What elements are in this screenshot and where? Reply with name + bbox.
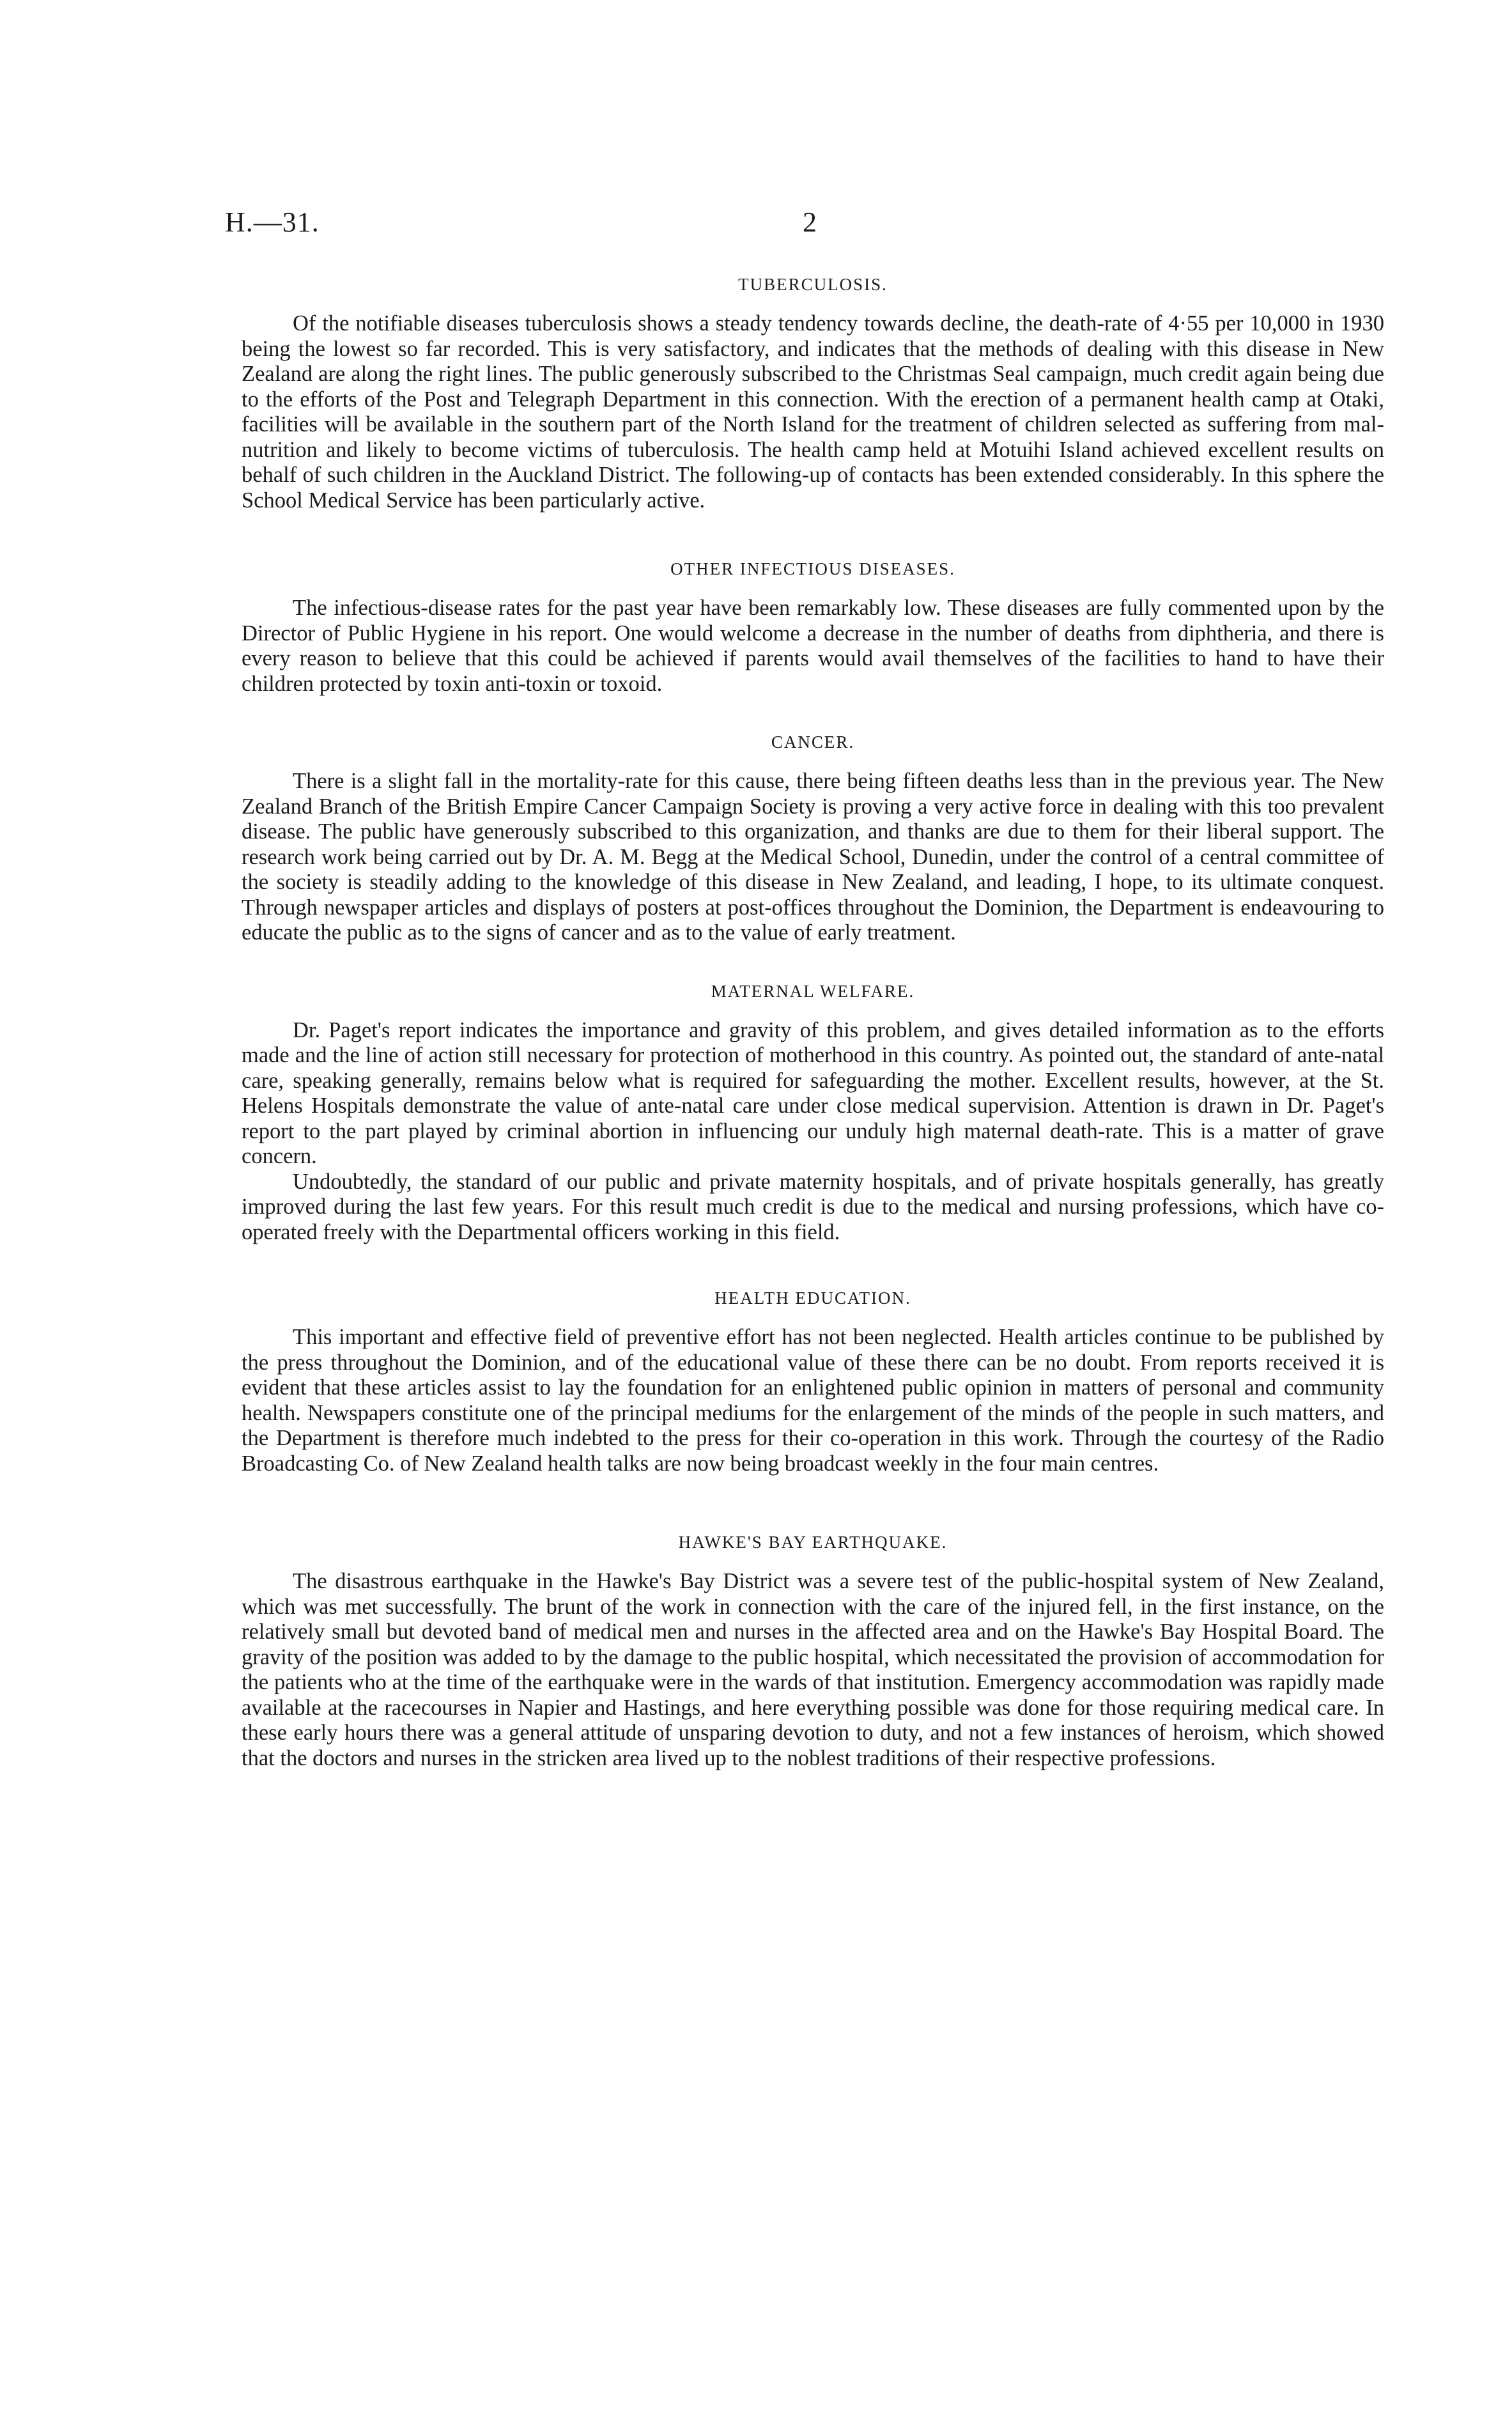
paragraph: Of the notifiable diseases tuberculosis shows a steady tendency towards decline, the death-rate of 4·55 per 10,000 in 1930 being the lowest so far recorded. This is very satisfactory, and indicates that the methods of dealing with this disease in New Zealand are along the right lines. The public generously subscribed to the Christmas Seal campaign, much credit again being due to the efforts of the Post and Telegraph Department in this connection. With the erection of a permanent health camp at Otaki, facilities will be available in the southern part of the North Island for the treatment of children selected as suffering from mal-nutrition and likely to become victims of tuberculosis. The health camp held at Motuihi Island achieved excellent results on behalf of such children in the Auckland District. The following-up of contacts has been extended considerably. In this sphere the School Medical Service has been particularly active. [242, 311, 1384, 513]
paragraph: The disastrous earthquake in the Hawke's Bay District was a severe test of the public-hospital system of New Zealand, which was met successfully. The brunt of the work in connection with the care of the injured fell, in the first instance, on the relatively small but devoted band of medical men and nurses in the affected area and on the Hawke's Bay Hospital Board. The gravity of the position was added to by the damage to the public hospital, which necessitated the provision of accommodation for the patients who at the time of the earthquake were in the wards of that institution. Emergency accommodation was rapidly made available at the racecourses in Napier and Hastings, and here everything possible was done for those requiring medical care. In these early hours there was a general attitude of unsparing devotion to duty, and not a few instances of heroism, which showed that the doctors and nurses in the stricken area lived up to the noblest traditions of their respective professions. [242, 1569, 1384, 1770]
paragraph: There is a slight fall in the mortality-rate for this cause, there being fifteen deaths less than in the previous year. The New Zealand Branch of the British Empire Cancer Campaign Society is proving a very active force in dealing with this too prevalent disease. The public have generously subscribed to this organization, and thanks are due to them for their liberal support. The research work being carried out by Dr. A. M. Begg at the Medical School, Dunedin, under the control of a central committee of the society is steadily adding to the knowledge of this disease in New Zealand, and leading, I hope, to its ultimate conquest. Through newspaper articles and displays of posters at post-offices throughout the Dominion, the Department is endeavouring to educate the public as to the signs of cancer and as to the value of early treatment. [242, 769, 1384, 945]
section-heading: TUBERCULOSIS. [738, 275, 888, 294]
section-heading: MATERNAL WELFARE. [711, 981, 915, 1001]
section-other-infectious-diseases [242, 559, 1384, 697]
section-tuberculosis [242, 275, 1384, 513]
page-content [242, 275, 1384, 1771]
page-number: 2 [803, 206, 817, 238]
section-hawkes-bay-earthquake [242, 1533, 1384, 1771]
section-heading: OTHER INFECTIOUS DISEASES. [670, 559, 955, 578]
section-heading: CANCER. [771, 732, 855, 752]
paragraph: Dr. Paget's report indicates the importance and gravity of this problem, and gives detailed information as to the efforts made and the line of action still necessary for protection of motherhood in this country. As pointed out, the standard of ante-natal care, speaking generally, remains below what is required for safeguarding the mother. Excellent results, however, at the St. Helens Hospitals demonstrate the value of ante-natal care under close medical supervision. Attention is drawn in Dr. Paget's report to the part played by criminal abortion in influencing our unduly high maternal death-rate. This is a matter of grave concern. [242, 1017, 1384, 1168]
section-heading: HAWKE'S BAY EARTHQUAKE. [678, 1533, 948, 1552]
paragraph: Undoubtedly, the standard of our public and private maternity hospitals, and of private hospitals generally, has greatly improved during the last few years. For this result much credit is due to the medical and nursing professions, which have co-operated freely with the Departmental officers working in this field. [242, 1169, 1384, 1244]
section-health-education [242, 1288, 1384, 1476]
document-reference: H.—31. [225, 206, 320, 238]
section-heading: HEALTH EDUCATION. [714, 1288, 911, 1308]
page-header [225, 206, 1389, 244]
paragraph: This important and effective field of preventive effort has not been neglected. Health articles continue to be published by the press throughout the Dominion, and of the educational value of these there can be no doubt. From reports received it is evident that these articles assist to lay the foundation for an enlightened public opinion in matters of personal and community health. Newspapers constitute one of the principal mediums for the enlargement of the minds of the people in such matters, and the Department is therefore much indebted to the press for their co-operation in this work. Through the courtesy of the Radio Broadcasting Co. of New Zealand health talks are now being broadcast weekly in the four main centres. [242, 1325, 1384, 1476]
section-cancer [242, 732, 1384, 946]
section-maternal-welfare [242, 982, 1384, 1246]
paragraph: The infectious-disease rates for the past year have been remarkably low. These diseases are fully commented upon by the Director of Public Hygiene in his report. One would welcome a decrease in the number of deaths from diphtheria, and there is every reason to believe that this could be achieved if parents would avail themselves of the facilities to hand to have their children protected by toxin anti-toxin or toxoid. [242, 596, 1384, 696]
